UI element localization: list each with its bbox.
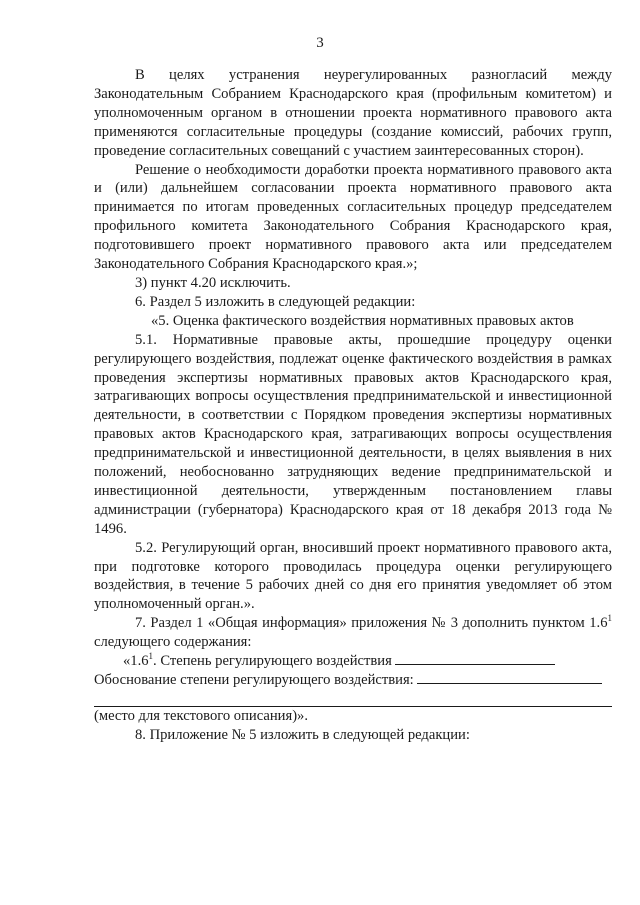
item-7-superscript: 1	[607, 613, 612, 624]
item-7-text: 7. Раздел 1 «Общая информация» приложения № 3 дополнить пунктом 1.6	[135, 615, 608, 632]
paragraph-5-1: 5.1. Нормативные правовые акты, прошедшие процедуру оценки регулирующего воздействия, подлежат оценке фактического воздействия в рамках проведения экспертизы нормативных правовых актов Краснодарского края, затрагивающих вопросы осуществления предпринимательской и инвестиционной деятельности, в соответствии с Порядком проведения экспертизы нормативных правовых актов Краснодарского края, затрагивающих вопросы осуществления предпринимательской и инвестиционной деятельности, в целях выявления в них положений, необоснованно затрудняющих ведение предпринимательской и инвестиционной деятельности, утвержденным постановлением главы администрации (губернатора) Краснодарского края от 18 декабря 2013 года № 1496.	[94, 331, 612, 537]
item-1-6-1-prefix: «1.6	[123, 653, 149, 670]
justification-fill-line	[417, 671, 602, 684]
paragraph-justification	[94, 671, 612, 690]
document-body	[94, 66, 612, 745]
text-description-rule	[94, 690, 612, 707]
degree-fill-line	[395, 652, 555, 665]
paragraph-item-3: 3) пункт 4.20 исключить.	[135, 274, 291, 291]
item-1-6-1-label: . Степень регулирующего воздействия	[153, 653, 392, 670]
paragraph-1-6-1	[94, 652, 612, 671]
paragraph-item-8: 8. Приложение № 5 изложить в следующей редакции:	[135, 726, 470, 743]
paragraph-item-6: 6. Раздел 5 изложить в следующей редакции:	[135, 293, 416, 310]
paragraph-item-7	[94, 614, 612, 652]
paragraph-text-placeholder: (место для текстового описания)».	[94, 707, 308, 724]
item-1-6-1-superscript: 1	[148, 651, 154, 662]
paragraph-revision-decision: Решение о необходимости доработки проекта нормативного правового акта и (или) дальнейшем согласовании проекта нормативного правового акта принимается по итогам проведенных согласительных процедур председателем профильного комитета Законодательного Собрания Краснодарского края, подготовившего проект нормативного правового акта или председателем Законодательного Собрания Краснодарского края.»;	[94, 161, 612, 273]
section-5-heading: «5. Оценка фактического воздействия нормативных правовых актов	[151, 312, 574, 329]
paragraph-5-2: 5.2. Регулирующий орган, вносивший проект нормативного правового акта, при подготовке которого проводилась процедура оценки регулирующего воздействия, в течение 5 рабочих дней со дня его принятия уведомляет об этом уполномоченный орган.».	[94, 539, 612, 613]
justification-label: Обоснование степени регулирующего воздействия:	[94, 672, 414, 688]
item-7-tail: следующего содержания:	[94, 634, 252, 651]
page-number: 3	[316, 35, 324, 51]
paragraph-conciliation-procedures: В целях устранения неурегулированных разногласий между Законодательным Собранием Краснодарского края (профильным комитетом) и уполномоченным органом в отношении проекта нормативного правового акта применяются согласительные процедуры (создание комиссий, рабочих групп, проведение согласительных совещаний с участием заинтересованных сторон).	[94, 67, 612, 159]
